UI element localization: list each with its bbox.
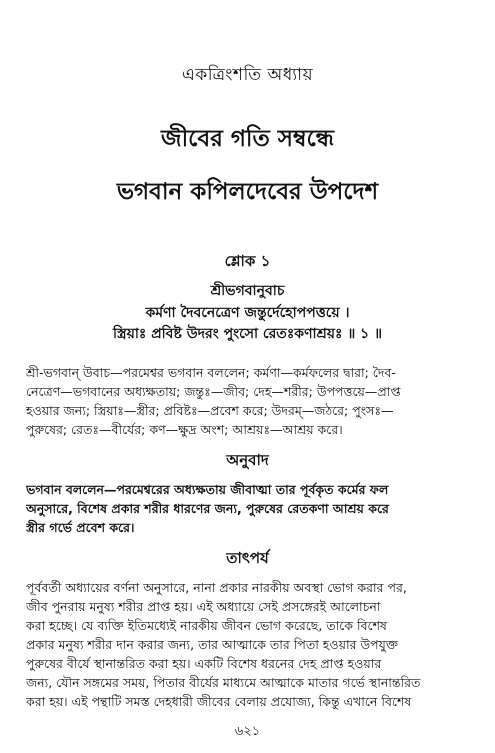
verse-speaker: শ্রীভগবানুবাচ (210, 283, 285, 299)
purport-line: প্রকার মনুষ্য শরীর দান করার জন্য, তার আত্মাকে তার পিতা হওয়ার উপযুক্ত (26, 637, 398, 652)
page-title-line-1: জীবের গতি সম্বন্ধে (161, 126, 334, 152)
verse-line: স্ত্রিয়াঃ প্রবিষ্ট উদরং পুংসো রেতঃকণাশ্রয়ঃ ॥ ১ ॥ (112, 326, 383, 342)
purport-heading: তাৎপর্য (226, 549, 269, 567)
purport-line: পূর্ববর্তী অধ্যায়ের বর্ণনা অনুসারে, নানা প্রকার নারকীয় অবস্থা ভোগ করার পর, (26, 580, 407, 595)
translation-block (26, 480, 469, 537)
purport-line: করা হচ্ছে। যে ব্যক্তি ইতিমধ্যেই নারকীয় জীবন ভোগ করেছে, তাকে বিশেষ (26, 618, 387, 633)
synonyms-line: শ্রী-ভগবান্ উবাচ—পরমেশ্বর ভগবান বললেন; কর্মণা—কর্মফলের দ্বারা; দৈব- (26, 365, 396, 380)
book-page (0, 62, 495, 753)
synonyms-line: নেত্রেণ—ভগবানের অধ্যক্ষতায়; জন্তুঃ—জীব; দেহ—শরীর; উপপত্তয়ে—প্রাপ্ত (26, 384, 401, 399)
verse-text (26, 303, 469, 345)
page-title-line-2: ভগবান কপিলদেবের উপদেশ (116, 179, 379, 205)
translation-heading: অনুবাদ (226, 451, 269, 469)
verse-heading: শ্লোক ১ (224, 252, 271, 270)
synonyms-line: হওয়ার জন্য; স্ত্রিয়াঃ—স্ত্রীর; প্রবিষ্টঃ—প্রবেশ করে; উদরম্—জঠরে; পুংসঃ— (26, 403, 394, 418)
translation-line: ভগবান বললেন—পরমেশ্বরের অধ্যক্ষতায় জীবাত্মা তার পূর্বকৃত কর্মের ফল (26, 482, 389, 497)
purport-line: করা হয়। এই পন্থাটি সমস্ত দেহধারী জীবের বেলায় প্রযোজ্য, কিন্তু এখানে বিশেষ (26, 694, 412, 709)
page-number: ৬২১ (234, 724, 261, 739)
chapter-title: একত্রিংশতি অধ্যায় (181, 65, 314, 85)
purport-block (26, 578, 469, 711)
purport-line: পুরুষের বীর্যে স্থানান্তরিত করা হয়। একটি বিশেষ ধরনের দেহ প্রাপ্ত হওয়ার (26, 656, 382, 671)
verse-line: কর্মণা দৈবনেত্রেণ জন্তুর্দেহোপপত্তয়ে । (145, 305, 350, 321)
purport-line: জীব পুনরায় মনুষ্য শরীর প্রাপ্ত হয়। এই অধ্যায়ে সেই প্রসঙ্গেরই আলোচনা (26, 599, 381, 614)
synonyms-block (26, 363, 469, 439)
synonyms-line: পুরুষের; রেতঃ—বীর্যের; কণ—ক্ষুদ্র অংশ; আশ্রয়ঃ—আশ্রয় করে। (26, 422, 343, 437)
translation-line: অনুসারে, বিশেষ প্রকার শরীর ধারণের জন্য, পুরুষের রেতকণা আশ্রয় করে (26, 501, 389, 516)
purport-line: জন্য, যৌন সঙ্গমের সময়, পিতার বীর্যের মাধ্যমে আত্মাকে মাতার গর্ভে স্থানান্তরিত (26, 675, 421, 690)
translation-line: স্ত্রীর গর্ভে প্রবেশ করে। (26, 520, 135, 535)
